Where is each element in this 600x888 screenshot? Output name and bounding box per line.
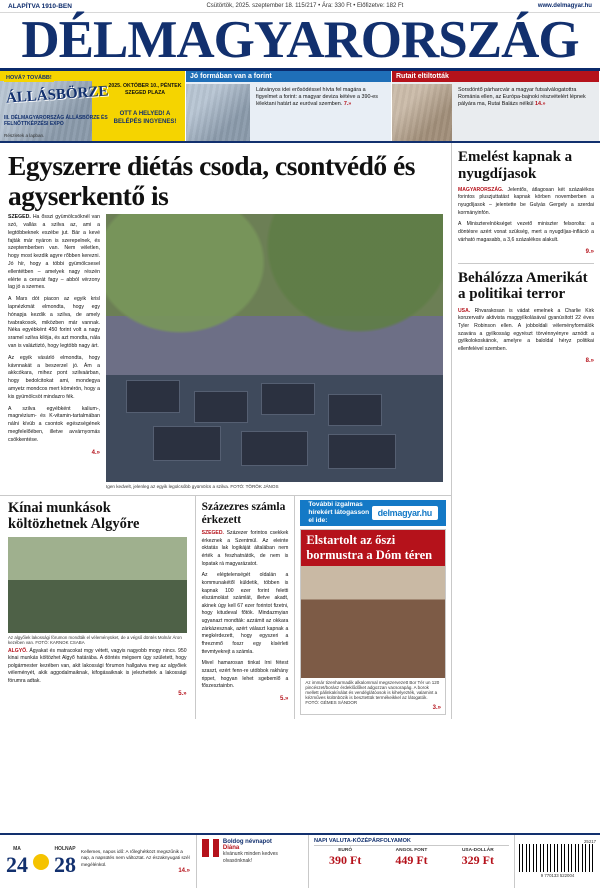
lead-photo-caption: Igen kedvelt, jelenleg az egyik legolcsóbb gyümölcs a szilva. FOTÓ: TÖRÖK JÁNOS: [106, 484, 279, 490]
promo-forint[interactable]: [186, 71, 392, 141]
currency-item: [380, 848, 442, 868]
left-column: [0, 143, 452, 719]
article-nyugdij-kicker: MAGYARORSZÁG.: [458, 186, 504, 193]
article-szamla-jump[interactable]: 5.»: [280, 695, 289, 702]
promo-forint-body: [252, 84, 391, 141]
lead-area: [0, 214, 451, 495]
column-divider: [458, 263, 594, 264]
weather-today-label: MA: [13, 845, 21, 852]
nameday-widget: [196, 835, 308, 888]
article-nyugdij-body: [458, 187, 594, 257]
nameday-title: Boldog névnapot: [222, 839, 272, 845]
newspaper-title: DÉLMAGYARORSZÁG: [21, 11, 579, 69]
promo-forint-headline: Jó formában van a forint: [186, 71, 391, 82]
promo-sport-jump[interactable]: 14.»: [535, 100, 546, 107]
currency-value: 390 Ft: [329, 853, 362, 867]
promo-forint-jump[interactable]: 7.»: [343, 100, 352, 107]
nameday-note: kívánunk minden kedves olvasónknak!: [222, 851, 278, 864]
article-kinai-headline[interactable]: Kínai munkások költözhetnek Algyőre: [8, 500, 140, 532]
main-headline[interactable]: Egyszerre diétás csoda, csontvédő és agyserkentő is: [8, 150, 415, 211]
promo-sport-photo: [392, 84, 452, 141]
article-terror-jump[interactable]: 8.»: [585, 358, 594, 365]
article-nyugdij-jump[interactable]: 9.»: [585, 249, 594, 256]
article-bormustra-photo: [301, 566, 445, 678]
lead-jump-link[interactable]: 4.»: [91, 449, 100, 456]
masthead: [0, 13, 600, 71]
promo-jobfair[interactable]: [0, 71, 186, 141]
weather-today-temp: 24: [6, 851, 28, 877]
article-szamla-kicker: SZEGED.: [201, 530, 224, 537]
article-kinai-body: [8, 648, 187, 699]
lead-p1: Ha ősszi gyümölcsöknél van szó, vallás a szilva az, ami a legtöbbeknek eszébe jut. Bár a kevé fajták már nyáron is szerepelnek, és szeptemberben van. Nem véletlen, hogy most kezdik agyre rőbben kerezni. Jó hír, hogy a többi gyümölcsesel ellentétben – amelyek nagy részén elérte a cerurát fagy – abból vérzony lag jó a szemes.: [8, 214, 100, 291]
promo-sport-headline: Rutait eltiltották: [392, 71, 599, 82]
barcode-number: 9 770133 522004: [540, 873, 575, 878]
article-kinai-kicker: ALGYŐ.: [8, 647, 28, 654]
article-szazezres-szamla: [196, 496, 296, 719]
secondary-row: [0, 495, 451, 719]
gift-icon: [202, 839, 219, 857]
bormustra-column: [295, 496, 451, 719]
article-nyugdij-headline[interactable]: Emelést kapnak a nyugdíjasok: [458, 149, 573, 182]
currency-item: [447, 848, 509, 868]
article-kinai-jump[interactable]: 5.»: [178, 690, 187, 697]
currency-item: [314, 848, 376, 868]
promo-tag: HOVÁ? TOVÁBB!: [6, 75, 52, 82]
sun-icon: [33, 854, 49, 870]
nameday-name: Diána: [222, 845, 240, 851]
site-promo-banner[interactable]: [300, 500, 446, 526]
article-szamla-p1: Százezer forintos csekkek érkeznek a Szentmül. Az eleinte oktatás lak logikáját általában nem érték a feszhatnátók, de nem is lopatak rá magyarázatot.: [201, 530, 289, 567]
article-szamla-p2: Az elégtelenségét oldalán a kommunakétől küldetik, többen is kapnak 100 ezer forint feletti elszámolást számlát, illetve akadt, akinek úgy kell 67 ezer forintot fizetni, hogy kitudeval főtök. Mindazmyian ugyanazt mondták: azzámit az okkara zárkázesznak, azért választ kapnak a megkérdezett, hogy egyszeri a fhreznmő foszr egy kísérleti ttevmtyekrejt a számla.: [201, 572, 289, 655]
promo-jobfair-cta[interactable]: OTT A HELYED! A BELÉPÉS INGYENES!: [113, 111, 177, 125]
lead-p4: A szilva egyébként kalium-, magnézium- és K-vitamin-tartalmában nálni kívúb a csontok egészségének megfelelőében, illetve avvárnyomás csökkentése.: [8, 405, 100, 443]
currency-title: NAPI VALUTA-KÖZÉPÁRFOLYAMOK: [314, 838, 509, 846]
article-kinai-photo: [8, 537, 187, 633]
promo-sport[interactable]: [392, 71, 600, 141]
lead-photo-wrap: [106, 214, 443, 493]
barcode-icon: [519, 844, 596, 872]
article-kinai-caption: Az algyőiek lakossági fórumon mondták el véleményüket, de a végső döntés Molnár Áron kezében van. FOTÓ: KARNOK CSABA: [8, 634, 182, 645]
currency-value: 329 Ft: [461, 853, 494, 867]
article-kinai-text: Ágyakat és matracokat mgy vétett, vagyis nagyobb mogy nincs. 950 kinai munkás költözhet Algyő határába. A döntés mégsem úgy született, hogy polgármester kezében van, akit lakossági fórumon hallgatva meg az algyőiek véleményét, akik aggodalmaiknak, kifogásaiknak is jelezhettek a lakossági fórumra adtak.: [8, 647, 187, 685]
content-area: [0, 143, 600, 719]
promo-jobfair-badge: ÁLLÁSBÖRZE: [5, 83, 109, 107]
article-kinai-munkasok: [0, 496, 196, 719]
currency-name: ANGOL FONT: [395, 848, 428, 853]
promo-row: [0, 71, 600, 143]
currency-value: 449 Ft: [395, 853, 428, 867]
article-nyugdij-p1: Jelentős, átlagosan két százalékos forintos pluszjuttatást kapnak körben novemberben a nyugdíjasok – jelentette be Gulyás Gergely a szerdai kormányinfón.: [458, 186, 595, 216]
article-bormustra-jump[interactable]: 3.»: [432, 705, 441, 712]
article-szamla-p3: Mivel hamarosan tinkat írni fétest szaszt, ezért fenn-re utóbbok rakhány rippet, hogyan lehet sgebemlő a főszesztainbn.: [201, 660, 289, 690]
article-bormustra: [300, 529, 446, 715]
barcode-issue: 25217: [584, 839, 596, 844]
currency-widget: [308, 835, 514, 888]
promo-sport-body: [454, 84, 599, 141]
lead-p3: Az egyik vásárló elmondta, hogy kávnnakát a beszerzel jó. Ám a akkcókara, mihez pont szilvaárban, hogy bedolcitokat ami, mondegya amyetz mondcos mert kömérön, hogy a kis gyümölcsöt mindazro fék.: [8, 354, 100, 400]
currency-name: EURÓ: [338, 848, 353, 853]
promo-forint-text: Látványos idei erősödéssel hívta fel magára a figyelmet a forint: a magyar deviza kétéve a 390-es lélektani határt az euróval szemben.: [256, 87, 378, 107]
lead-photo: [106, 214, 443, 482]
lead-text: [8, 214, 100, 493]
weather-tomorrow-label: HOLNAP: [54, 845, 76, 852]
bottom-bar: [0, 833, 600, 888]
site-promo-logo[interactable]: delmagyar.hu: [372, 506, 438, 520]
article-terror-headline[interactable]: Behálózza Amerikát a politikai terror: [458, 270, 588, 303]
barcode-widget: [514, 835, 600, 888]
promo-forint-photo: [186, 84, 250, 141]
article-bormustra-headline[interactable]: Elstartolt az őszi bormustra a Dóm téren: [301, 530, 445, 566]
site-promo-text: További izgalmas hírekért látogasson el ide:: [308, 500, 370, 525]
currency-list: [314, 848, 509, 868]
article-terror-body: [458, 308, 594, 367]
article-terror-p1: Rhvarakosan is vádat emelnek a Charlie Kirk konzervatív aktivista maggyilkolásával gyanúsított 22 éves Tyler Robinson ellen. A jobboldali véleményformálók szavára a gyilkosság egyrészt törvénnyényre aznódt a gyilkolokoskánok, amelyre a baloldal héryz politikai ellenfelével szemben.: [458, 307, 595, 352]
article-bormustra-caption: [301, 678, 445, 714]
website-url[interactable]: www.delmagyar.hu: [537, 3, 592, 9]
promo-jobfair-subtitle: III. DÉLMAGYARORSZÁG ÁLLÁSBÖRZE ÉS FELNŐTTKÉPZÉSI EXPO: [4, 115, 108, 128]
article-terror-kicker: USA.: [458, 307, 471, 314]
article-szamla-headline[interactable]: Százezres számla érkezett: [201, 501, 286, 526]
weather-jump[interactable]: 14.»: [178, 868, 190, 875]
right-column: [452, 143, 600, 719]
currency-name: USA-DOLLÁR: [461, 848, 494, 853]
founded-label: ALAPÍTVA 1910-BEN: [8, 2, 72, 10]
weather-tomorrow-temp: 28: [54, 851, 76, 877]
promo-sport-text: Sorsdöntő párharcvár a magyar futsalválogatottra Románia ellen, az Európa-bajnoki részvételért lépnek pályára ma, Rutai Balázs nélkül: [458, 87, 586, 107]
weather-text: Kellemes, napos idő: A rőleghétközt megszűnik a nap, a napsütés nem változtat. Az északnyugati szél megélénkül.: [81, 848, 190, 867]
article-bormustra-caption-text: Az immár tizenharmadik alkalommal megszervezett Bor Tér un 120 pincészet/borász érdeklődőket adgozzan vacsorapág. A borok mellett pálinkakínálat és vendéglátóosok is kihelyezték, valamint a kézműves különbözik is besztettük termékeikkel az látogatók. FOTÓ: GÉMES SÁNDOR: [305, 680, 440, 706]
promo-jobfair-date: 2025. OKTÓBER 10., PÉNTEK SZEGED PLAZA: [108, 83, 182, 96]
issue-info: Csütörtök, 2025. szeptember 18. 115/217 • Ára: 330 Ft • Előfizetve: 182 Ft: [206, 3, 404, 9]
article-nyugdij-p2: A Miniszterelnökséget vezető miniszter felsorolta: a döntésre azért vonat szükség, mert a nyugdíjas-infláció a várható magasabb, a 3,6 százalékos alakult.: [458, 221, 594, 243]
article-szamla-body: [202, 530, 289, 704]
weather-widget: [0, 835, 196, 888]
promo-jobfair-note: Részletek a lapban.: [4, 133, 45, 139]
lead-p2: A Mars dót piacon az egyik krisl lapnézkmát elmondta, hogy egy hónapja kezdik a szilva, de amely tvabrakosok, miközben már vannak. Néka egyébként 450 forint volt a nagy sramel szilva kilója, és azt mondta, nála van is valáztiztó, hogy legtöbb nagy árt.: [8, 296, 100, 349]
lead-kicker: SZEGED.: [8, 214, 31, 221]
